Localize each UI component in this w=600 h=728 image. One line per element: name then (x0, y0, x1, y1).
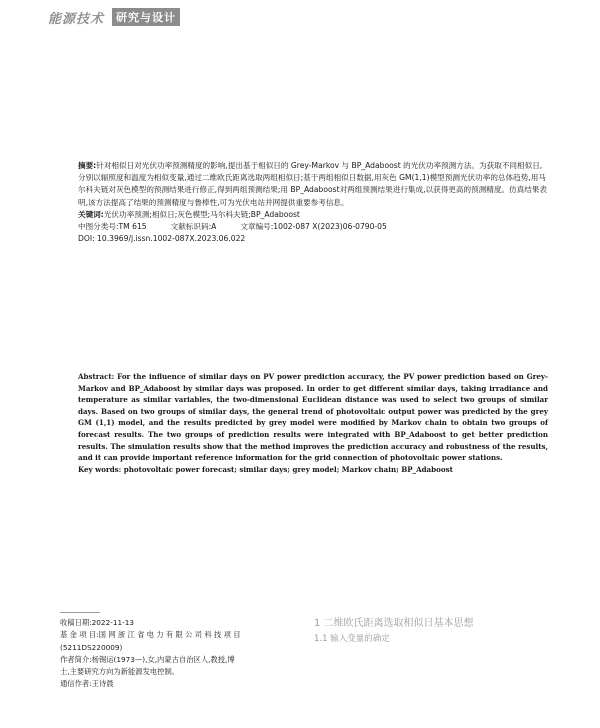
article-number: 文章编号:1002-087 X(2023)06-0790-05 (240, 222, 387, 232)
chinese-keywords (78, 209, 548, 221)
section-heading-1: 1 二维欧氏距离选取相似日基本思想 (314, 618, 474, 629)
english-abstract-block (78, 371, 548, 475)
abstract-text-cn: 针对相似日对光伏功率预测精度的影响,提出基于相似日的 Grey-Markov 与 BP_Adaboost 的光伏功率预测方法。为获取不同相似日,分别以辐照度和温度为相似变量,通过二维欧氏距离选取两组相似日;基于两组相似日数据,用灰色 GM(1,1)模型预测光伏功率的总体趋势,用马尔科夫链对灰色模型的预测结果进行修正,得到两组预测结果;用 BP_Adaboost对两组预测结果进行集成,以获得更高的预测精度。仿真结果表明,该方法提高了结果的预测精度与鲁棒性,可为光伏电站并网提供重要参考信息。 (78, 161, 548, 207)
abstract-label-en: Abstract: (78, 372, 115, 381)
section-heading-1-1: 1.1 输入变量的确定 (314, 634, 390, 644)
keywords-text-en: photovoltaic power forecast; similar days; grey model; Markov chain; BP_Adaboost (123, 464, 453, 474)
document-code: 文献标识码:A (170, 222, 217, 232)
journal-brand: 能源技术 (48, 11, 105, 27)
footnote-divider (60, 612, 100, 613)
chinese-abstract-block (78, 160, 548, 245)
abstract-text-en: For the influence of similar days on PV power prediction accuracy, the PV power prediction based on Grey-Markov and BP_Adaboost by similar days was proposed. In order to get different similar days, taking irradiance and temperature as similar variables, the two-dimensional Euclidean distance was used to select two groups of similar days. Based on two groups of similar days, the general trend of photovoltaic output power was predicted by the grey GM (1,1) model, and the results predicted by grey model were modified by Markov chain to obtain two groups of forecast results. The two groups of prediction results were integrated with BP_Adaboost to get better prediction results. The simulation results show that the method improves the prediction accuracy and robustness of the results, and it can provide important reference information for the grid connection of photovoltaic power stations. (78, 372, 548, 463)
fund-line-2: (5211DS220009) (60, 642, 123, 652)
section-tag: 研究与设计 (112, 8, 180, 26)
keywords-text-cn: 光伏功率预测;相似日;灰色模型;马尔科夫链;BP_Adaboost (103, 209, 300, 219)
section-heading-block (314, 616, 574, 646)
classification-row (78, 221, 548, 233)
corresponding-author: 通信作者:王诗晨 (60, 679, 114, 689)
english-abstract (78, 371, 548, 464)
keywords-label-cn: 关键词: (78, 209, 104, 219)
fund-line-1: 基 金 项 目:国 网 浙 江 省 电 力 有 限 公 司 科 技 项 目 (60, 630, 241, 640)
clc-number: 中图分类号:TM 615 (78, 222, 147, 232)
english-keywords (78, 464, 548, 476)
footnote-block (60, 617, 300, 691)
journal-header (48, 8, 180, 26)
author-line-2: 士,主要研究方向为新能源发电控制。 (60, 667, 180, 677)
abstract-label-cn: 摘要: (78, 161, 97, 170)
keywords-label-en: Key words: (78, 464, 122, 474)
doi-line: DOI: 10.3969/j.issn.1002-087X.2023.06.022 (78, 234, 246, 244)
chinese-abstract (78, 160, 548, 209)
author-line-1: 作者简介:杨锡运(1973—),女,内蒙古自治区人,教授,博 (60, 654, 235, 664)
received-date: 收稿日期:2022-11-13 (60, 618, 135, 627)
